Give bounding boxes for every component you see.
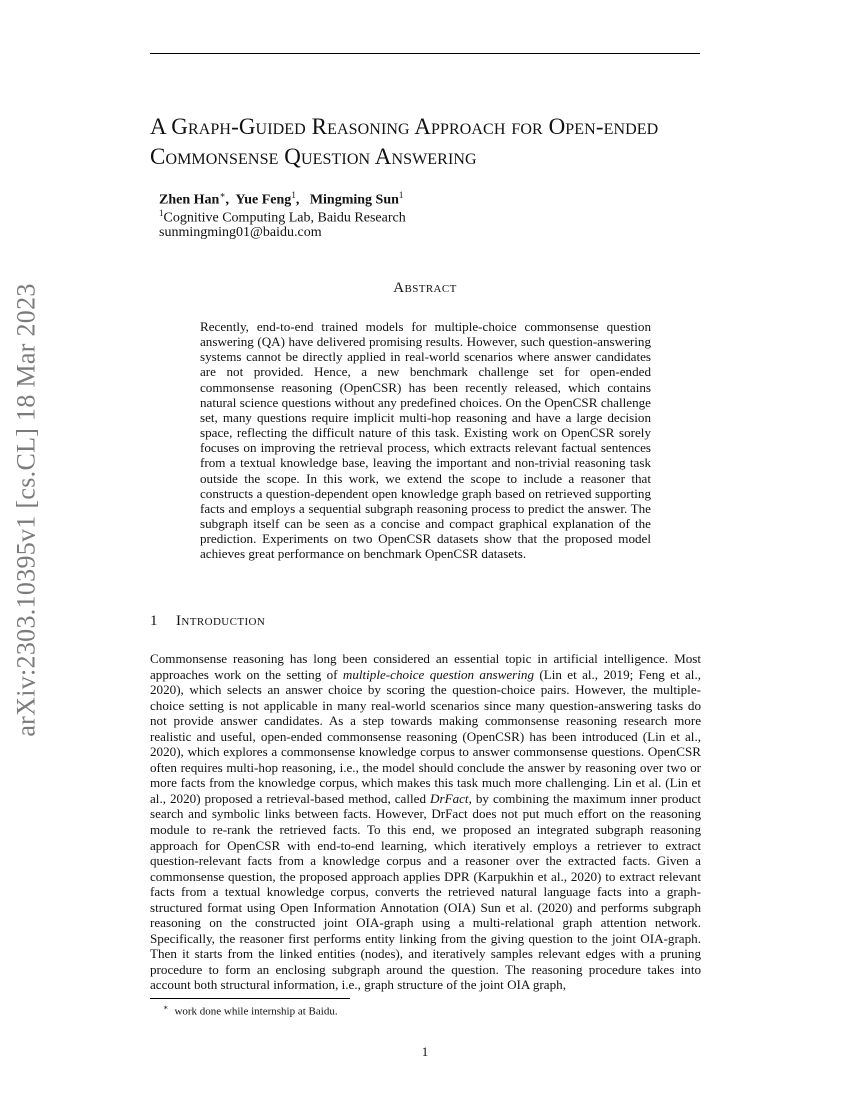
arxiv-identifier: arXiv:2303.10395v1 [cs.CL] 18 Mar 2023	[12, 283, 41, 737]
intro-text-part: (Lin et al., 2019; Feng et al., 2020), which selects an answer choice by scoring the question-choice pairs. However, the multiple-choice setting is not applicable in many real-world scenarios since many question-answering tasks do not provide answer candidates. As a step towards making commonsense reasoning research more realistic and useful, open-ended commonsense reasoning (OpenCSR) has been introduced (Lin et al., 2020), which explores a commonsense knowledge corpus to answer commonsense questions. OpenCSR often requires multi-hop reasoning, i.e., the model should conclude the answer by reasoning over two or more facts from the knowledge corpus, which makes this task much more challenging. Lin et al. (Lin et al., 2020) proposed a retrieval-based method, called	[150, 666, 701, 806]
page-number: 1	[421, 1044, 429, 1059]
footnote-rule	[150, 998, 350, 999]
intro-emphasis: multiple-choice question answering	[342, 666, 534, 682]
author-mark: 1	[398, 190, 404, 200]
introduction-paragraph	[150, 651, 701, 993]
footnote	[163, 1003, 338, 1018]
author-mark: 1	[291, 190, 296, 200]
footnote-mark: ∗	[163, 1003, 169, 1012]
author-email: sunmingming01@baidu.com	[159, 225, 322, 240]
top-rule	[150, 53, 700, 54]
intro-text-part: , by combining the maximum inner product search and symbolic links between facts. However, DrFact does not put much effort on the reasoning module to re-rank the retrieved facts. To this end, we proposed an integrated subgraph reasoning approach for OpenCSR with end-to-end learning, which iteratively employs a retriever to extract question-relevant facts from a knowledge corpus and a reasoner over the extracted facts. Given a commonsense question, the proposed approach applies DPR (Karpukhin et al., 2020) to extract relevant facts from a textual knowledge corpus, converts the retrieved natural language facts into a graph-structured format using Open Information Annotation (OIA) Sun et al. (2020) and performs subgraph reasoning on the constructed joint OIA-graph using a multi-relational graph attention network. Specifically, the reasoner first performs entity linking from the giving question to the joint OIA-graph. Then it starts from the linked entities (nodes), and iteratively samples relevant edges with a pruning procedure to form an enclosing subgraph around the question. The reasoning procedure takes into account both structural information, i.e., graph structure of the joint OIA graph,	[150, 790, 701, 993]
abstract-heading: Abstract	[393, 280, 457, 296]
affiliation	[159, 208, 406, 227]
intro-emphasis: DrFact	[430, 790, 469, 806]
author-mark: ∗	[219, 190, 226, 200]
paper-title: A Graph-Guided Reasoning Approach for Open-ended Commonsense Question Answering	[150, 114, 659, 169]
arxiv-stamp	[2, 283, 52, 737]
section-heading	[150, 613, 265, 630]
abstract-text: Recently, end-to-end trained models for multiple-choice commonsense question answering (QA) have delivered promising results. However, such question-answering systems cannot be directly applied in real-world scenarios where answer candidates are not provided. Hence, a new benchmark challenge set for open-ended commonsense reasoning (OpenCSR) has been recently released, which contains natural science questions without any predefined choices. On the OpenCSR challenge set, many questions require implicit multi-hop reasoning and have a large decision space, reflecting the difficult nature of this task. Existing work on OpenCSR sorely focuses on improving the retrieval process, which extracts relevant factual sentences from a textual knowledge base, leaving the important and non-trivial reasoning task outside the scope. In this work, we extend the scope to include a reasoner that constructs a question-dependent open knowledge graph based on retrieved supporting facts and employs a sequential subgraph reasoning process to predict the answer. The subgraph itself can be seen as a concise and compact graphical explanation of the prediction. Experiments on two OpenCSR datasets show that the proposed model achieves great performance on benchmark OpenCSR datasets.	[200, 319, 651, 562]
intro-text-part: Commonsense reasoning has long been considered an essential topic in artificial intelligence. Most approaches work on the setting of	[150, 651, 701, 682]
footnote-text: work done while internship at Baidu.	[174, 1005, 338, 1018]
affiliation-text: Cognitive Computing Lab, Baidu Research	[163, 210, 406, 226]
author-name: Zhen Han	[159, 192, 220, 208]
section-title: Introduction	[176, 613, 266, 629]
author-name: Yue Feng	[235, 192, 292, 208]
author-list: Zhen Han∗, Yue Feng$^1$, Mingming Sun$^1$	[159, 190, 404, 208]
author-name: Mingming Sun	[309, 192, 399, 208]
section-number: 1	[150, 613, 158, 629]
affiliation-mark: 1	[159, 208, 164, 218]
